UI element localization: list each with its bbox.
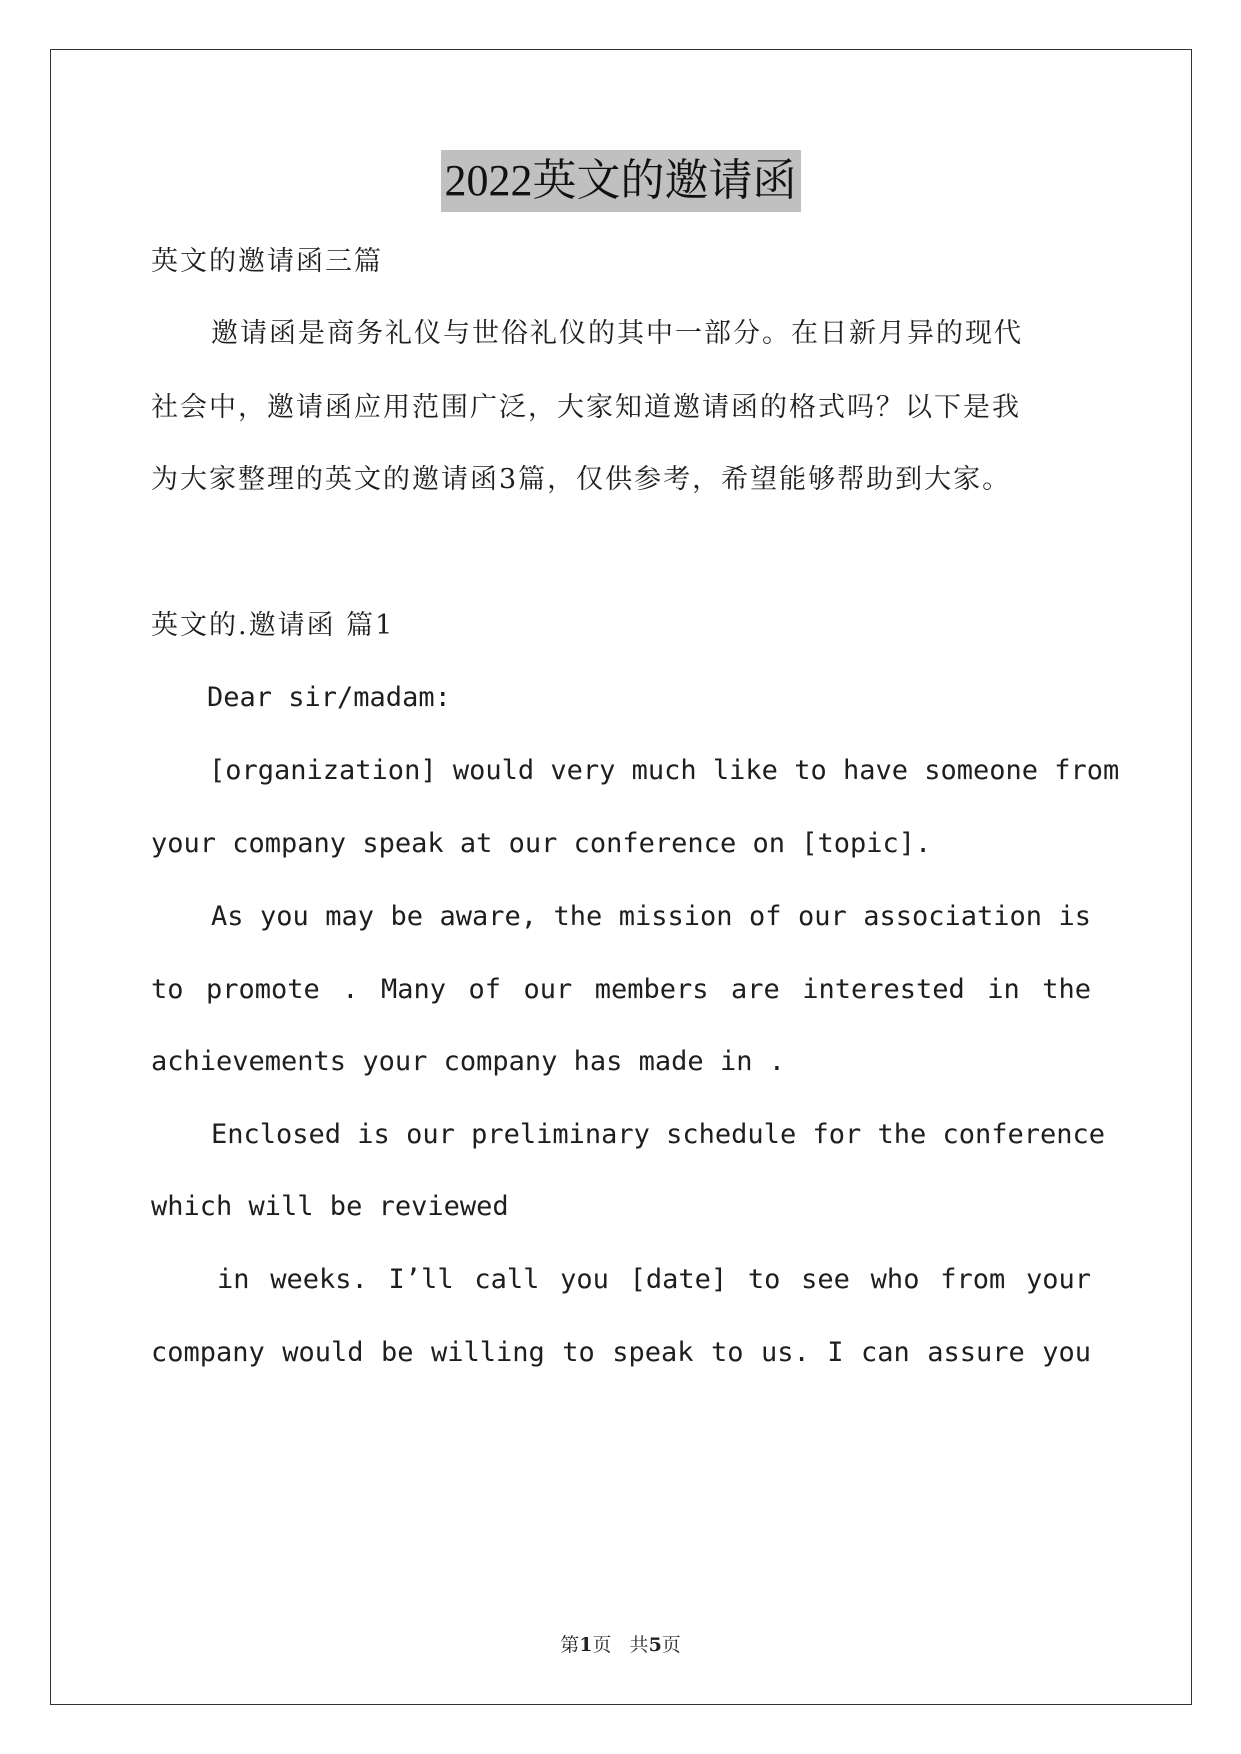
section-heading: 英文的.邀请函 篇1 bbox=[151, 610, 395, 641]
footer-suffix: 页 bbox=[661, 1634, 681, 1656]
footer-page-number: 1 bbox=[579, 1634, 593, 1656]
letter-line: achievements your company has made in . bbox=[151, 1046, 785, 1077]
footer-prefix: 第 bbox=[560, 1634, 580, 1656]
letter-line: company would be willing to speak to us. I can assure you bbox=[151, 1337, 1091, 1368]
letter-line: your company speak at our conference on [topic]. bbox=[151, 828, 932, 859]
letter-line: to promote . Many of our members are interested in the bbox=[151, 974, 1091, 1005]
letter-line: As you may be aware, the mission of our association is bbox=[211, 901, 1091, 932]
letter-line: in weeks. I’ll call you [date] to see who from your bbox=[217, 1264, 1091, 1295]
subtitle-line: 英文的邀请函三篇 bbox=[151, 246, 383, 277]
intro-paragraph-line: 为大家整理的英文的邀请函3篇，仅供参考，希望能够帮助到大家。 bbox=[151, 464, 1012, 495]
intro-paragraph-line: 社会中，邀请函应用范围广泛，大家知道邀请函的格式吗？以下是我 bbox=[151, 392, 1021, 423]
footer-total-pages: 5 bbox=[648, 1634, 662, 1656]
page-border bbox=[50, 49, 1192, 1705]
letter-line: which will be reviewed bbox=[151, 1191, 509, 1222]
page-footer bbox=[0, 1630, 1241, 1657]
letter-line: Enclosed is our preliminary schedule for the conference bbox=[211, 1119, 1106, 1150]
salutation: Dear sir/madam: bbox=[207, 682, 451, 713]
intro-paragraph-line: 邀请函是商务礼仪与世俗礼仪的其中一部分。在日新月异的现代 bbox=[211, 318, 1023, 349]
letter-line: [organization] would very much like to have someone from bbox=[209, 755, 1120, 786]
footer-middle: 页 共 bbox=[592, 1634, 649, 1656]
document-title: 2022英文的邀请函 bbox=[441, 150, 801, 212]
title-container bbox=[0, 150, 1241, 212]
